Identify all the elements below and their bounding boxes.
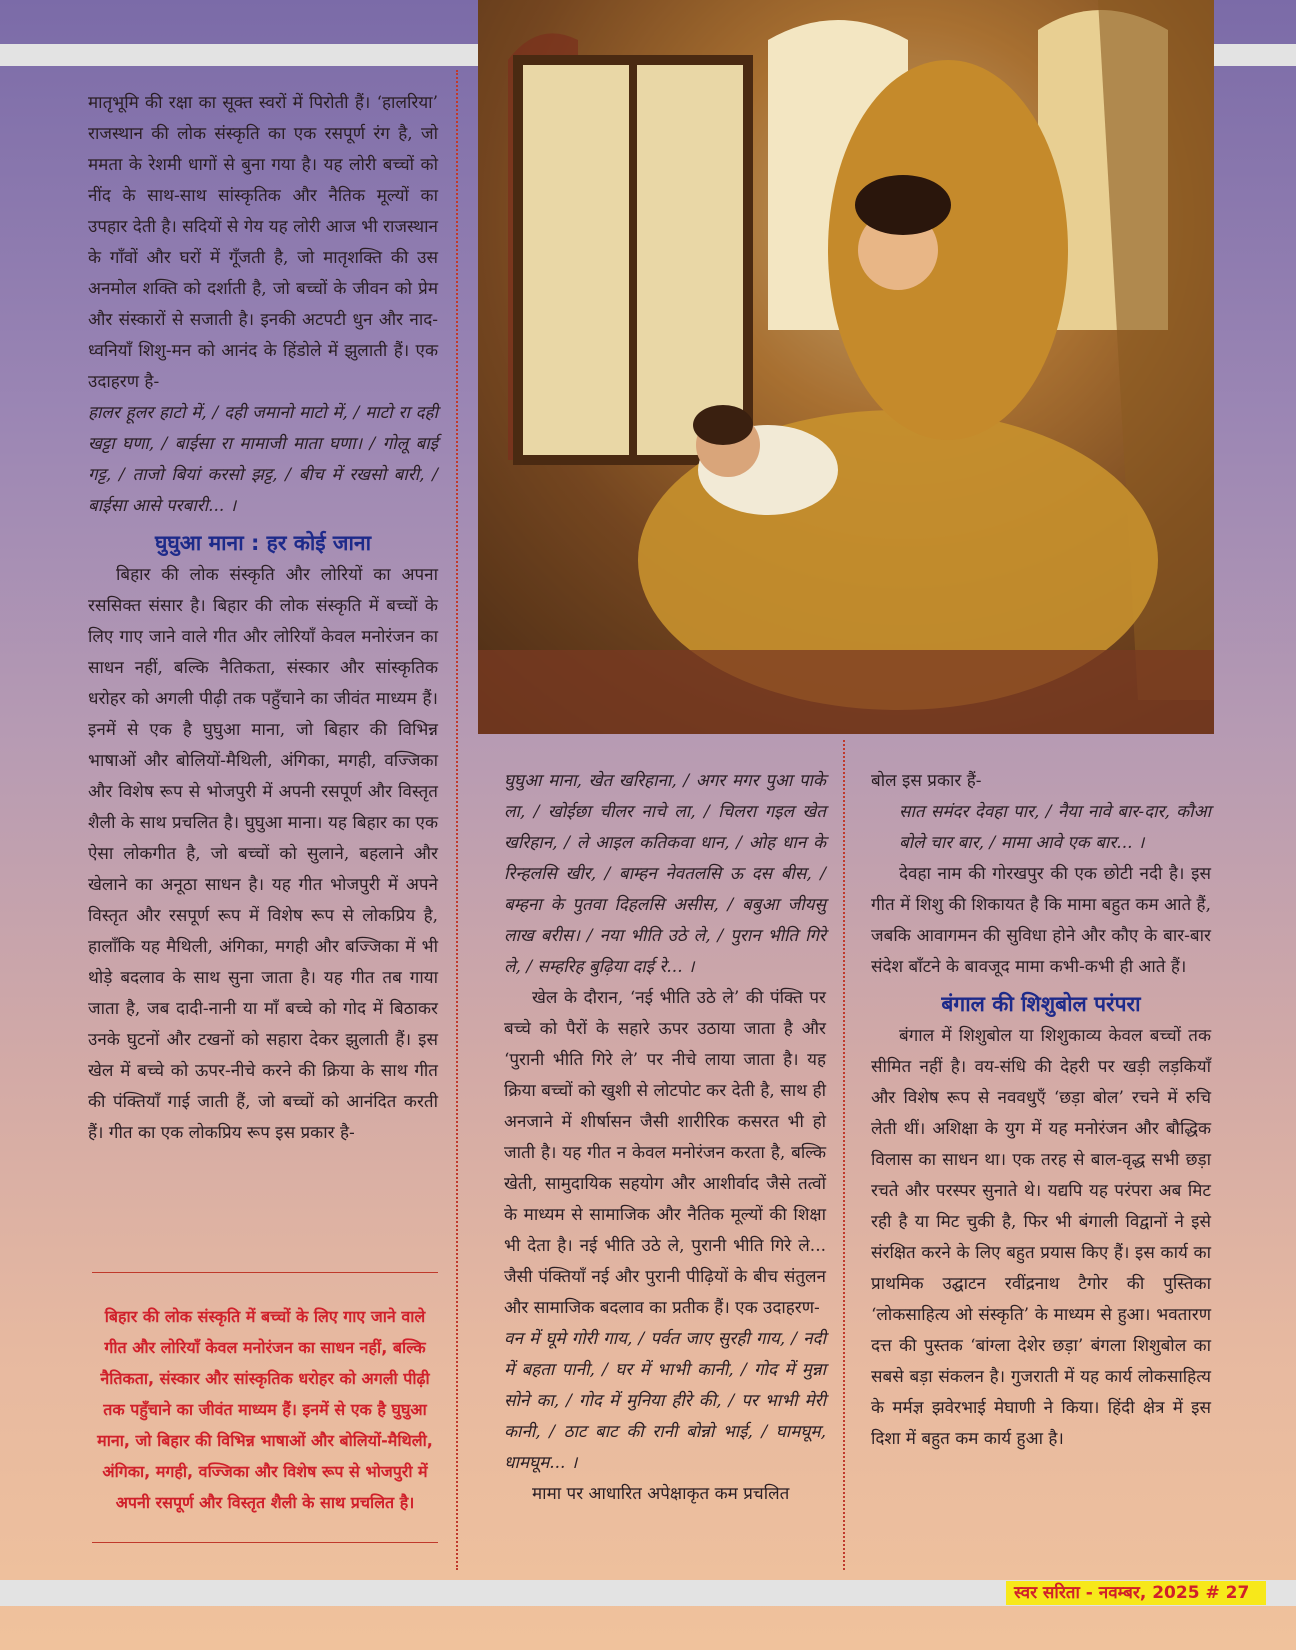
verse-halariya: हालर हूलर हाटो में, / दही जमानो माटो में, / माटो रा दही खट्टा घणा, / बाईसा रा मामाजी माता घणा। / गोलू बाई गट्ट, / ताजो बियां करसो झट्ट, / बीच में रखसो बारी, / बाईसा आसे परबारी... । <box>88 403 438 516</box>
verse-ghughua: घुघुआ माना, खेत खरिहाना, / अगर मगर पुआ पाके ला, / खोईछा चीलर नाचे ला, / चिलरा गइल खेत खरिहान, / ले आइल कतिकवा धान, / ओह धान के रिन्हलसि खीर, / बाम्हन नेवतलसि ऊ दस बीस, / बम्हना के पुतवा दिहलसि असीस, / बबुआ जीयसु लाख बरीस। / नया भीति उठे ले, / पुरान भीति गिरे ले, / सम्हरिह बुढ़िया दाई रे... । <box>504 771 826 977</box>
column-divider-2 <box>843 740 845 1570</box>
pull-quote: बिहार की लोक संस्कृति में बच्चों के लिए गाए जाने वाले गीत और लोरियाँ केवल मनोरंजन का साधन नहीं, बल्कि नैतिकता, संस्कार और सांस्कृतिक धरोहर को अगली पीढ़ी तक पहुँचाने का जीवंत माध्यम हैं। इनमें से एक है घुघुआ माना, जो बिहार की विभिन्न भाषाओं और बोलियों-मैथिली, अंगिका, मगही, वज्जिका और विशेष रूप से भोजपुरी में अपनी रसपूर्ण और विस्तृत शैली के साथ प्रचलित है। <box>92 1272 438 1543</box>
section-heading-ghughua: घुघुआ माना : हर कोई जाना <box>154 531 372 555</box>
page-footer <box>1006 1581 1266 1605</box>
verse-mama: सात समंदर देवहा पार, / नैया नावे बार-दार, कौआ बोले चार बार, / मामा आवे एक बार... । <box>899 802 1211 853</box>
column-3 <box>871 766 1211 1455</box>
column-divider-1 <box>456 70 458 1570</box>
paragraph: देवहा नाम की गोरखपुर की एक छोटी नदी है। इस गीत में शिशु की शिकायत है कि मामा बहुत कम आते हैं, जबकि आवागमन की सुविधा होने और कौए के बार-बार संदेश बाँटने के बावजूद मामा कभी-कभी ही आते हैं। <box>871 864 1211 977</box>
paragraph: बोल इस प्रकार हैं- <box>871 771 982 791</box>
paragraph: मामा पर आधारित अपेक्षाकृत कम प्रचलित <box>532 1484 790 1504</box>
magazine-name: स्वर सरिता - नवम्बर, 2025 # <box>1014 1583 1220 1603</box>
column-2 <box>504 766 826 1510</box>
paragraph: खेल के दौरान, ‘नई भीति उठे ले’ की पंक्ति पर बच्चे को पैरों के सहारे ऊपर उठाया जाता है और ‘पुरानी भीति गिरे ले’ पर नीचे लाया जाता है। यह क्रिया बच्चों को खुशी से लोटपोट कर देती है, साथ ही अनजाने में शीर्षासन जैसी शारीरिक कसरत भी हो जाती है। यह गीत न केवल मनोरंजन करता है, बल्कि खेती, सामुदायिक सहयोग और आशीर्वाद जैसे तत्वों के माध्यम से सामाजिक और नैतिक मूल्यों की शिक्षा भी देता है। नई भीति उठे ले, पुरानी भीति गिरे ले... जैसी पंक्तियाँ नई और पुरानी पीढ़ियों के बीच संतुलन और सामाजिक बदलाव का प्रतीक हैं। एक उदाहरण- <box>504 988 826 1318</box>
verse-gori-gay: वन में घूमे गोरी गाय, / पर्वत जाए सुरही गाय, / नदी में बहता पानी, / घर में भाभी कानी, / गोद में मुन्ना सोने का, / गोद में मुनिया हीरे की, / पर भाभी मेरी कानी, / ठाट बाट की रानी बोन्नो भाई, / घामघूम, धामघूम... । <box>504 1329 826 1473</box>
paragraph: मातृभूमि की रक्षा का सूक्त स्वरों में पिरोती हैं। ‘हालरिया’ राजस्थान की लोक संस्कृति का एक रसपूर्ण रंग है, जो ममता के रेशमी धागों से बुना गया है। यह लोरी बच्चों को नींद के साथ-साथ सांस्कृतिक और नैतिक मूल्यों का उपहार देती है। सदियों से गेय यह लोरी आज भी राजस्थान के गाँवों और घरों में गूँजती है, जो मातृशक्ति की उस अनमोल शक्ति को दर्शाती है, जो बच्चों के जीवन को प्रेम और संस्कारों से सजाती है। इनकी अटपटी धुन और नाद-ध्वनियाँ शिशु-मन को आनंद के हिंडोले में झुलाती हैं। एक उदाहरण है- <box>88 93 438 392</box>
paragraph: बंगाल में शिशुबोल या शिशुकाव्य केवल बच्चों तक सीमित नहीं है। वय-संधि की देहरी पर खड़ी लड़कियाँ और विशेष रूप से नववधुएँ ‘छड़ा बोल’ रचने में रुचि लेती थीं। अशिक्षा के युग में यह मनोरंजन और बौद्धिक विलास का साधन था। एक तरह से बाल-वृद्ध सभी छड़ा रचते और परस्पर सुनाते थे। यद्यपि यह परंपरा अब मिट रही है या मिट चुकी है, फिर भी बंगाली विद्वानों ने इसे संरक्षित करने के लिए बहुत प्रयास किए हैं। इस कार्य का प्राथमिक उद्घाटन रवींद्रनाथ टैगोर की पुस्तिका ‘लोकसाहित्य ओ संस्कृति’ के माध्यम से हुआ। भवतारण दत्त की पुस्तक ‘बांग्ला देशेर छड़ा’ बंगला शिशुबोल का सबसे बड़ा संकलन है। गुजराती में यह कार्य लोकसाहित्य के मर्मज्ञ झवेरभाई मेघाणी ने किया। हिंदी क्षेत्र में इस दिशा में बहुत कम कार्य हुआ है। <box>871 1026 1211 1449</box>
column-1 <box>88 88 438 1149</box>
section-heading-bengal: बंगाल की शिशुबोल परंपरा <box>941 992 1141 1016</box>
mother-baby-photo <box>478 0 1214 734</box>
paragraph: बिहार की लोक संस्कृति और लोरियों का अपना रससिक्त संसार है। बिहार की लोक संस्कृति में बच्चों के लिए गाए जाने वाले गीत और लोरियाँ केवल मनोरंजन का साधन नहीं, बल्कि नैतिकता, संस्कार और सांस्कृतिक धरोहर को अगली पीढ़ी तक पहुँचाने का जीवंत माध्यम हैं। इनमें से एक है घुघुआ माना, जो बिहार की विभिन्न भाषाओं और बोलियों-मैथिली, अंगिका, मगही, वज्जिका और विशेष रूप से भोजपुरी में अपनी रसपूर्ण और विस्तृत शैली के साथ प्रचलित है। घुघुआ माना। यह बिहार का एक ऐसा लोकगीत है, जो बच्चों को सुलाने, बहलाने और खेलाने का अनूठा साधन है। यह गीत भोजपुरी में अपने विस्तृत और रसपूर्ण रूप में विशेष रूप से लोकप्रिय है, हालाँकि यह मैथिली, अंगिका, मगही और बज्जिका में भी थोड़े बदलाव के साथ सुना जाता है। यह गीत तब गाया जाता है, जब दादी-नानी या माँ बच्चे को गोद में बिठाकर उनके घुटनों और टखनों को सहारा देकर झुलाती हैं। इस खेल में बच्चे को ऊपर-नीचे करने की क्रिया के साथ गीत की पंक्तियाँ गाई जाती हैं, जो बच्चों को आनंदित करती हैं। गीत का एक लोकप्रिय रूप इस प्रकार है- <box>88 565 438 1143</box>
page-number: 27 <box>1225 1583 1250 1603</box>
